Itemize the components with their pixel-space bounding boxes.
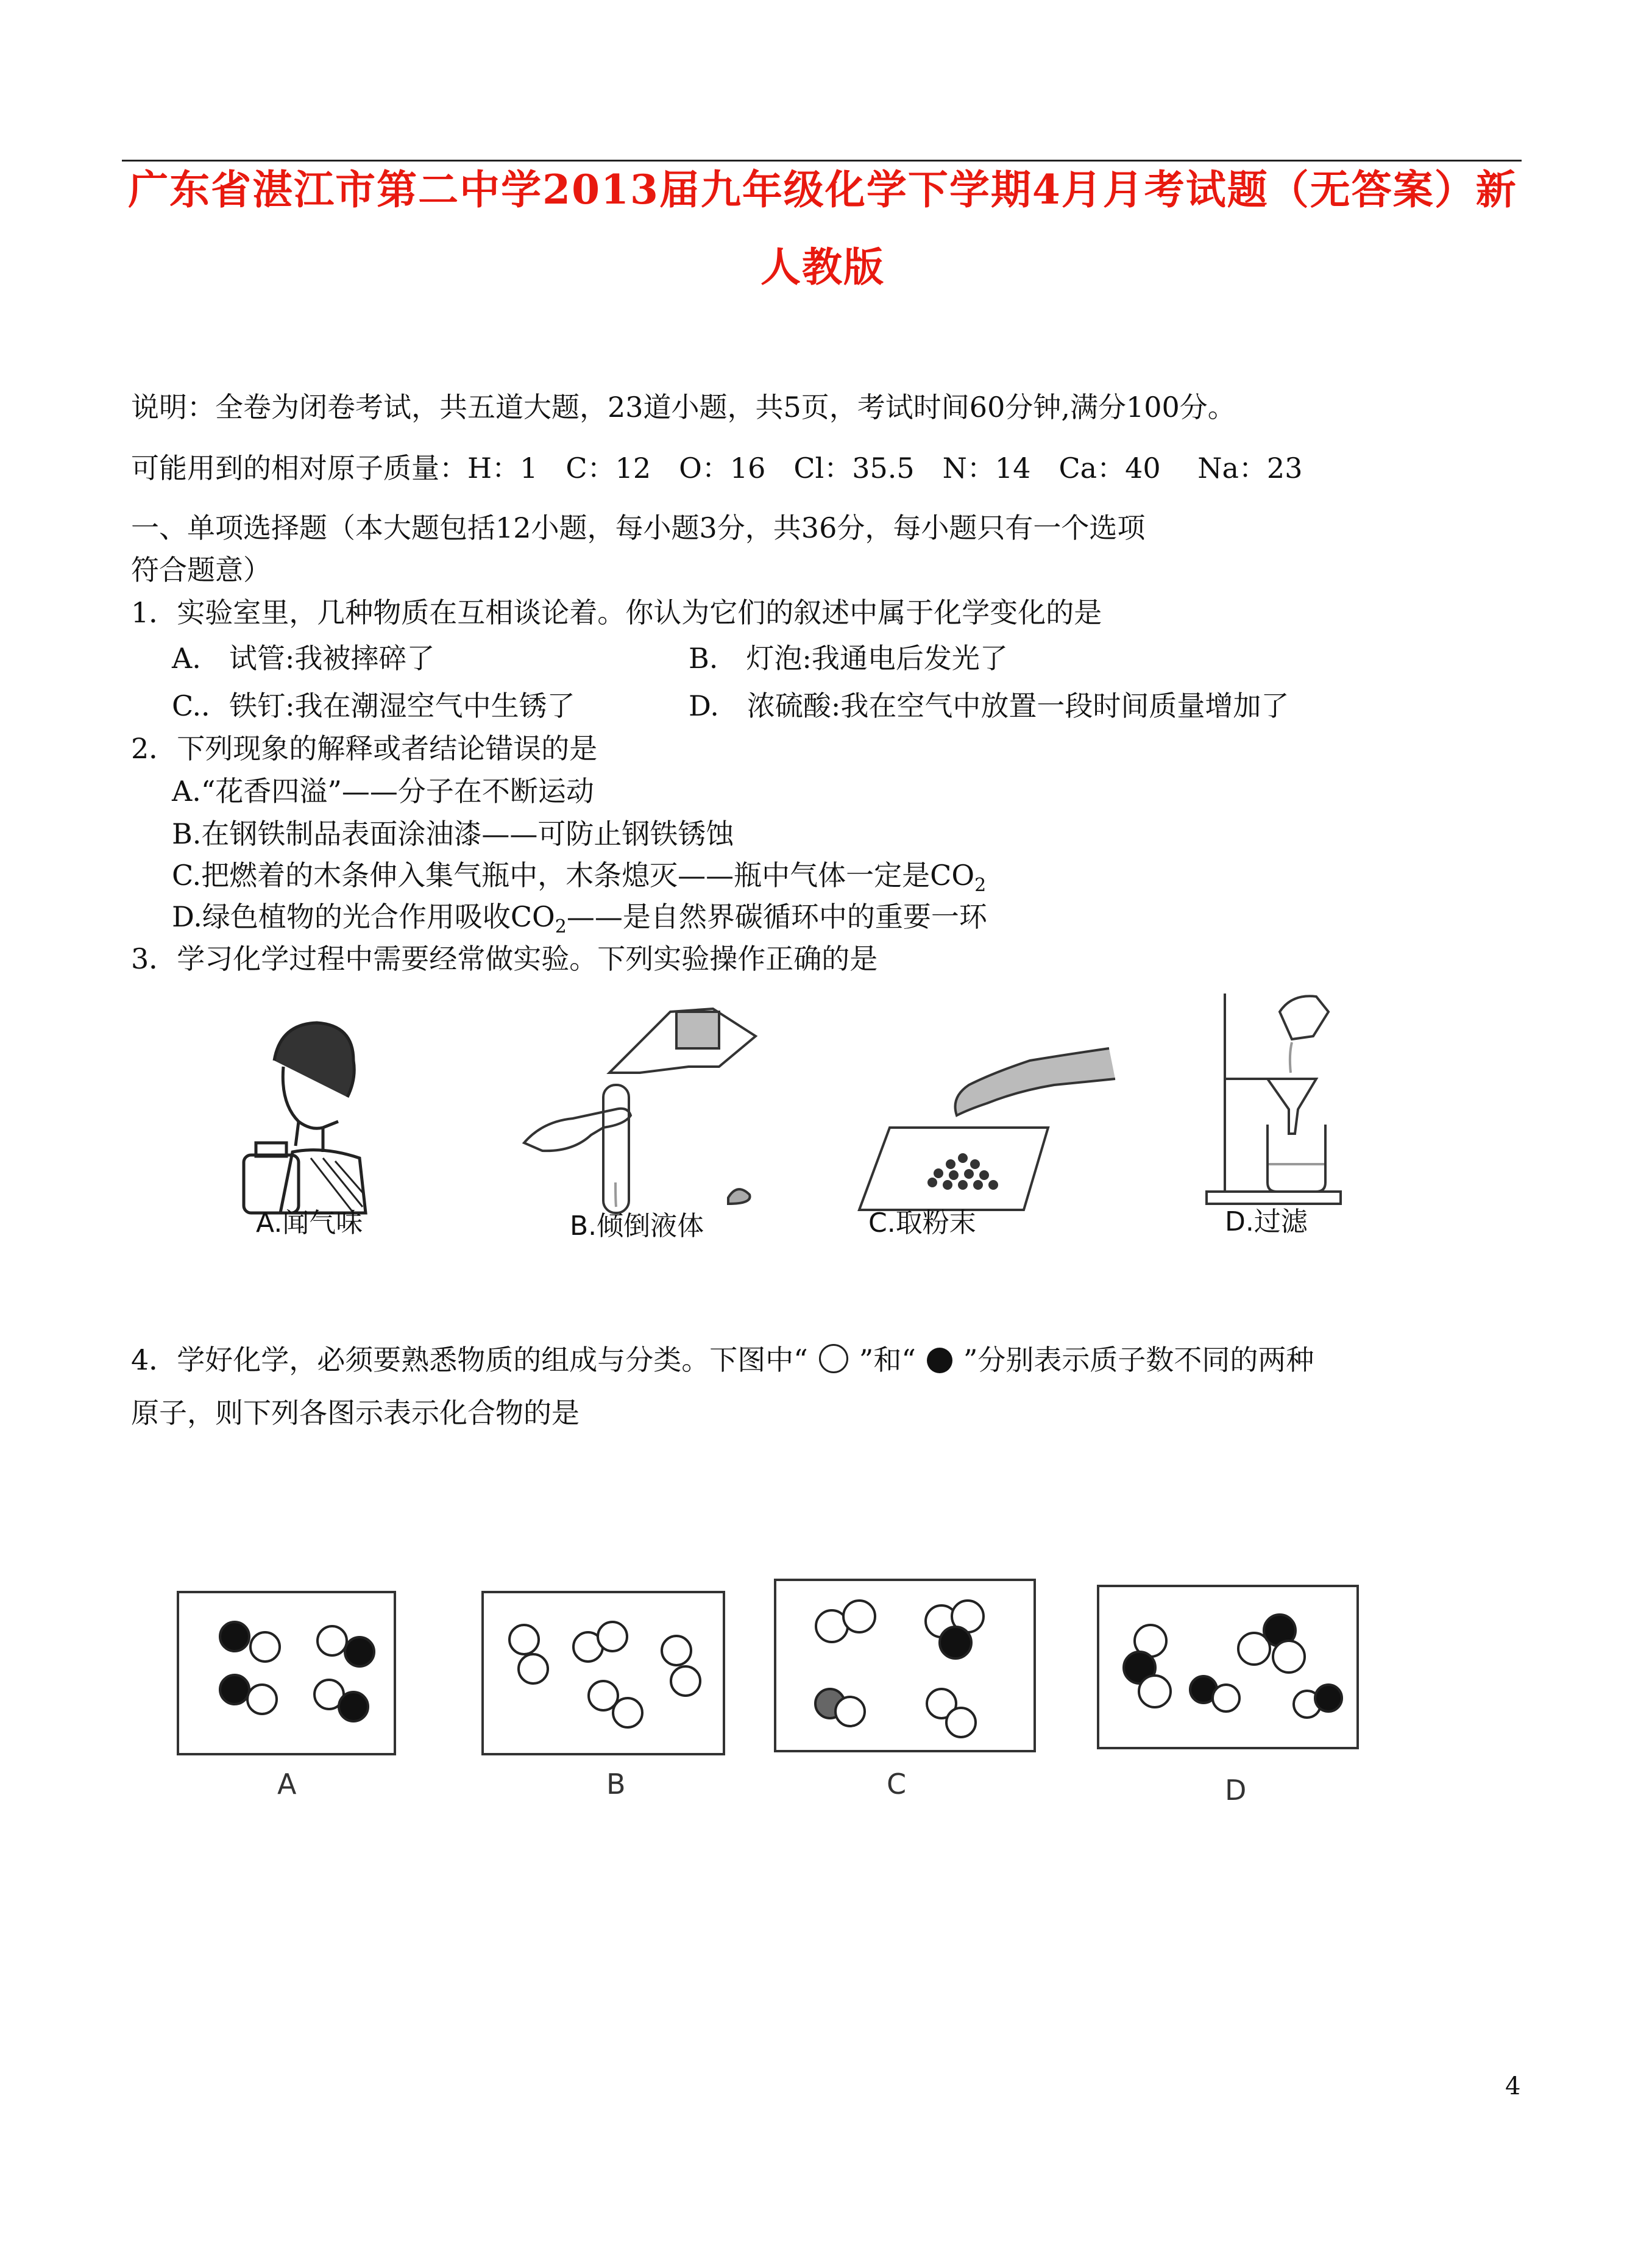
q4-label-c: C [887, 1768, 907, 1801]
q1-stem: 1．实验室里，几种物质在互相谈论着。你认为它们的叙述中属于化学变化的是 [131, 596, 1102, 629]
q3-stem: 3．学习化学过程中需要经常做实验。下列实验操作正确的是 [131, 942, 878, 975]
q3-caption-c: C.取粉末 [868, 1207, 976, 1239]
section1-heading-line2: 符合题意） [131, 553, 271, 586]
q3-caption-b: B.倾倒液体 [570, 1210, 704, 1242]
page-number: 4 [1505, 2072, 1521, 2100]
q2-option-d: D.绿色植物的光合作用吸收$CO_2——$是自然界碳循环中的重要一环 [172, 900, 987, 937]
document-title-line2: 人教版 [760, 243, 885, 291]
take-powder-illustration [847, 1036, 1121, 1219]
q2-stem: 2．下列现象的解释或者结论错误的是 [131, 732, 598, 765]
q4-label-b: B [606, 1768, 626, 1801]
q3-caption-d: D.过滤 [1225, 1206, 1308, 1237]
white-atom-icon [819, 1344, 848, 1373]
q1-option-d: D. 浓硫酸:我在空气中放置一段时间质量增加了 [689, 689, 1289, 722]
smell-gas-illustration [232, 1012, 433, 1213]
exam-note: 说明：全卷为闭卷考试，共五道大题，23道小题，共5页，考试时间60分钟,满分100分。 [131, 391, 1236, 424]
black-atom-icon [927, 1348, 952, 1373]
q1-option-c: C.．铁钉:我在潮湿空气中生锈了 [172, 689, 575, 722]
q4-label-d: D [1225, 1774, 1247, 1807]
header-rule [122, 160, 1522, 162]
section1-heading-line1: 一、单项选择题（本大题包括12小题，每小题3分，共36分，每小题只有一个选项 [131, 511, 1146, 544]
filtration-illustration [1200, 987, 1359, 1213]
atomic-masses: 可能用到的相对原子质量：H：1 C：12 O：16 Cl：35.5 N：14 Ca：40 Na：23 [131, 452, 1303, 485]
q2-option-c: C.把燃着的木条伸入集气瓶中，木条熄灭——瓶中气体一定是$CO_2$ [172, 859, 987, 896]
q4-stem-line2: 原子，则下列各图示表示化合物的是 [131, 1396, 580, 1429]
q3-caption-a: A.闻气味 [256, 1207, 363, 1239]
q4-label-a: A [277, 1768, 297, 1801]
molecule-box-d [1097, 1585, 1359, 1749]
pour-liquid-illustration [518, 1000, 780, 1219]
q2-option-b: B.在钢铁制品表面涂油漆——可防止钢铁锈蚀 [172, 817, 734, 850]
molecule-box-a [177, 1591, 396, 1755]
q1-option-b: B. 灯泡:我通电后发光了 [689, 642, 1008, 675]
q2-option-a: A.“花香四溢”——分子在不断运动 [172, 775, 594, 808]
q1-option-a: A. 试管:我被摔碎了 [172, 642, 435, 675]
molecule-box-b [481, 1591, 725, 1755]
molecule-box-c [774, 1579, 1036, 1752]
document-title-line1: 广东省湛江市第二中学2013届九年级化学下学期4月月考试题（无答案）新 [128, 166, 1517, 213]
q4-stem-line1: 4．学好化学，必须要熟悉物质的组成与分类。下图中“ ”和“ ”分别表示质子数不同的两种 [131, 1343, 1314, 1376]
